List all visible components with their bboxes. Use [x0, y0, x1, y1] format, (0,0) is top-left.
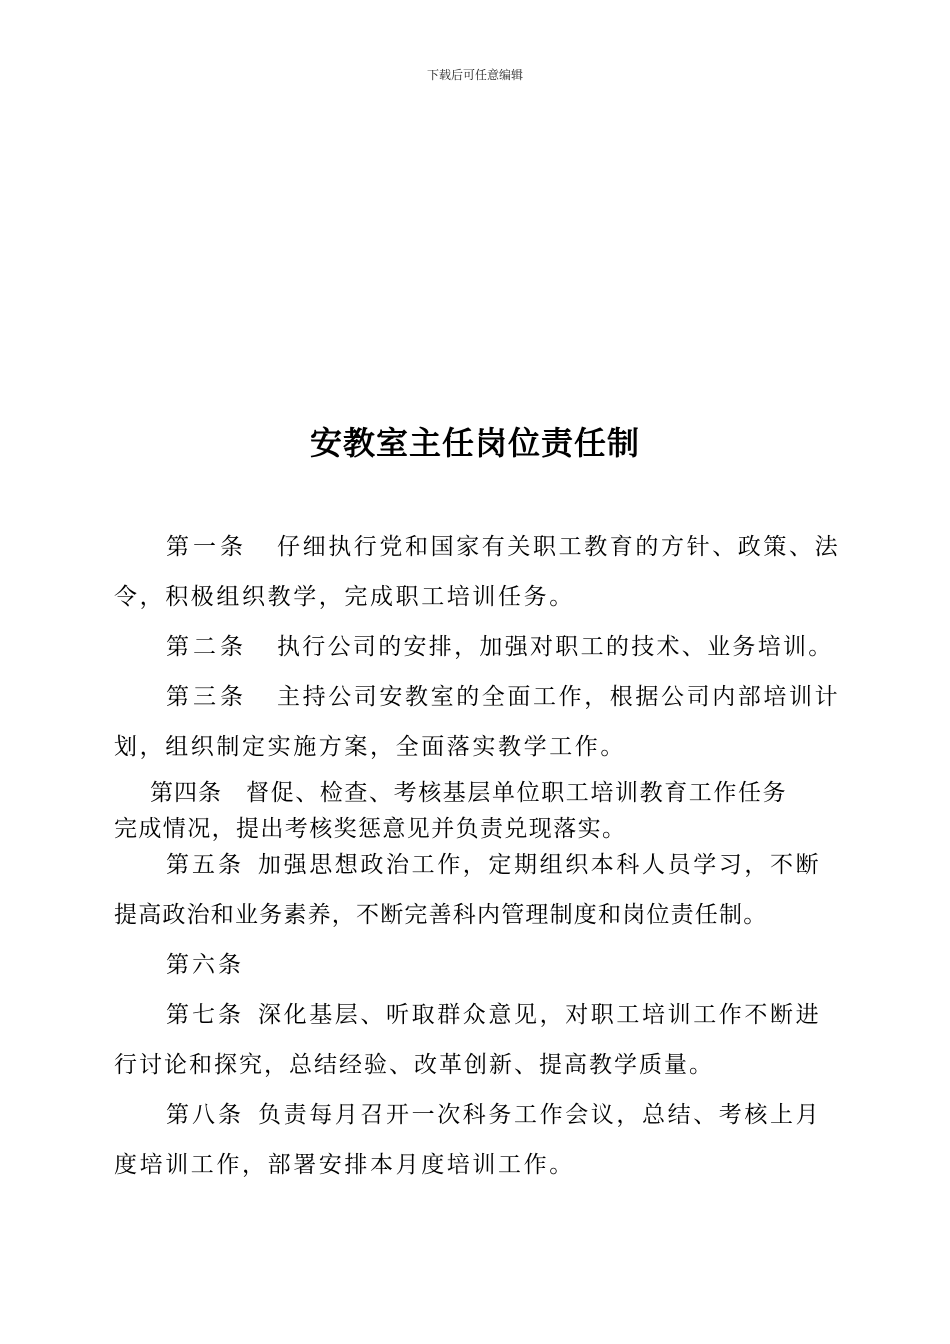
article-7-label: 第七条	[166, 1002, 244, 1028]
article-3-text-line1: 主持公司安教室的全面工作，根据公司内部培训计	[277, 684, 841, 710]
article-3	[114, 678, 841, 760]
article-8	[114, 1096, 838, 1176]
article-1-label: 第一条	[166, 534, 247, 560]
article-7	[114, 996, 838, 1076]
article-6-label: 第六条	[166, 952, 244, 978]
article-2	[114, 628, 838, 658]
page-title: 安教室主任岗位责任制	[309, 424, 640, 462]
article-8-text-line2: 度培训工作，部署安排本月度培训工作。	[114, 1152, 575, 1178]
article-1-text-line2: 令，积极组织教学，完成职工培训任务。	[114, 584, 575, 610]
article-1	[114, 528, 841, 610]
article-5	[114, 846, 838, 926]
header-note: 下载后可任意编辑	[426, 68, 523, 82]
article-5-label: 第五条	[166, 852, 244, 878]
article-4-text-line2: 完成情况，提出考核奖惩意见并负责兑现落实。	[114, 816, 627, 842]
article-1-text-line1: 仔细执行党和国家有关职工教育的方针、政策、法	[277, 534, 841, 560]
article-4-text-line1: 督促、检查、考核基层单位职工培训教育工作任务	[246, 780, 788, 806]
article-7-text-line1: 深化基层、听取群众意见，对职工培训工作不断进	[258, 1002, 822, 1028]
article-4	[114, 774, 838, 840]
article-8-text-line1: 负责每月召开一次科务工作会议，总结、考核上月	[258, 1102, 822, 1128]
article-4-label: 第四条	[150, 780, 222, 806]
article-5-text-line1: 加强思想政治工作，定期组织本科人员学习，不断	[258, 852, 822, 878]
article-2-label: 第二条	[166, 634, 247, 660]
article-3-label: 第三条	[166, 684, 247, 710]
article-3-text-line2: 划，组织制定实施方案，全面落实教学工作。	[114, 734, 626, 760]
article-2-text-line1: 执行公司的安排，加强对职工的技术、业务培训。	[277, 634, 834, 660]
article-8-label: 第八条	[166, 1102, 244, 1128]
article-6	[114, 946, 838, 976]
article-5-text-line2: 提高政治和业务素养，不断完善科内管理制度和岗位责任制。	[114, 902, 768, 928]
article-7-text-line2: 行讨论和探究，总结经验、改革创新、提高教学质量。	[114, 1052, 714, 1078]
